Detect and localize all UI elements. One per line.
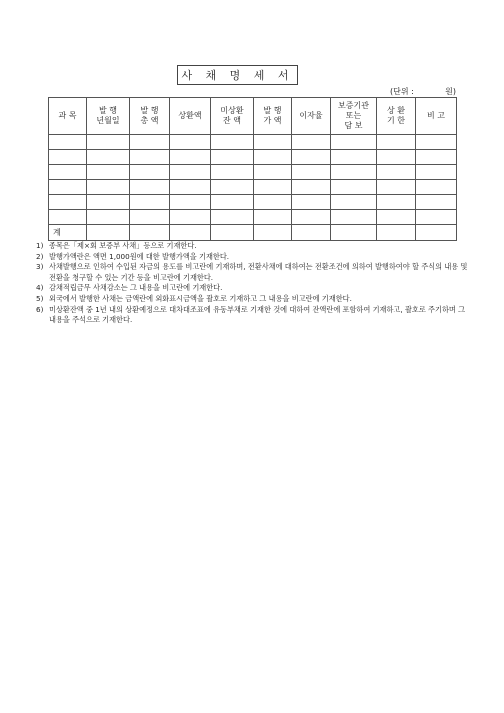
header-issue-total: 발 행 총 액: [130, 98, 170, 135]
table-cell: [130, 165, 170, 180]
footnote-item: [36, 305, 472, 326]
table-cell: [416, 210, 457, 225]
footnote-text: 사채발행으로 인하여 수입된 자금의 용도를 비고란에 기재하며, 전환사채에 대하여는 전환조건에 의하여 발행하여야 할 주식의 내용 및 전환을 청구할 수 있는 기간 등을 비고란에 기재한다.: [49, 262, 468, 282]
table-cell: [130, 135, 170, 150]
table-cell: [416, 150, 457, 165]
header-maturity: 상 환 기 한: [377, 98, 416, 135]
table-cell: [49, 180, 87, 195]
table-cell: [170, 150, 211, 165]
footnote-number: 5): [36, 293, 44, 303]
table-cell: [130, 180, 170, 195]
total-label: 계: [49, 225, 87, 241]
table-row: [49, 195, 457, 210]
table-cell: [292, 165, 331, 180]
total-cell: [292, 225, 331, 241]
bond-ledger-table: [48, 97, 457, 241]
table-row: [49, 210, 457, 225]
footnote-number: 2): [36, 251, 44, 261]
header-guarantor: 보증기관 또는 담 보: [331, 98, 377, 135]
table-cell: [49, 150, 87, 165]
footnote-item: [36, 294, 472, 305]
table-cell: [87, 180, 130, 195]
total-cell: [211, 225, 254, 241]
footnote-text: 미상환잔액 중 1년 내의 상환예정으로 대차대조표에 유동부채로 기재한 것에 대하여 잔액란에 포함하여 기재하고, 괄호로 주기하며 그 내용을 주석으로 기재한다.: [49, 304, 466, 325]
footnote-number: 1): [36, 241, 44, 250]
table-cell: [87, 210, 130, 225]
table-cell: [331, 195, 377, 210]
table-cell: [377, 195, 416, 210]
footnote-text: 감채적립금무 사채감소는 그 내용을 비고란에 기재한다.: [49, 283, 223, 293]
table-cell: [416, 165, 457, 180]
table-cell: [254, 165, 292, 180]
table-cell: [416, 180, 457, 195]
total-cell: [254, 225, 292, 241]
table-cell: [331, 165, 377, 180]
table-row: [49, 180, 457, 195]
table-cell: [254, 150, 292, 165]
footnote-item: [36, 262, 472, 283]
total-cell: [87, 225, 130, 241]
table-cell: [377, 165, 416, 180]
table-cell: [87, 150, 130, 165]
table-cell: [331, 150, 377, 165]
header-issue-date: 발 행 년월일: [87, 98, 130, 135]
table-cell: [211, 210, 254, 225]
table-cell: [87, 195, 130, 210]
footnotes: [36, 241, 472, 326]
header-outstanding: 미상환 잔 액: [211, 98, 254, 135]
table-cell: [254, 195, 292, 210]
footnote-number: 3): [36, 262, 44, 272]
table-cell: [254, 135, 292, 150]
table-cell: [292, 150, 331, 165]
table-cell: [211, 165, 254, 180]
table-cell: [130, 210, 170, 225]
table-cell: [49, 210, 87, 225]
table-cell: [416, 135, 457, 150]
table-cell: [211, 195, 254, 210]
total-cell: [416, 225, 457, 241]
header-row: [49, 98, 457, 135]
footnote-text: 발행가액란은 액면 1,000원에 대한 발행가액을 기재한다.: [49, 251, 230, 261]
table-cell: [331, 180, 377, 195]
total-cell: [130, 225, 170, 241]
table-cell: [377, 210, 416, 225]
table-row: [49, 150, 457, 165]
header-remarks: 비 고: [416, 98, 457, 135]
table-cell: [170, 165, 211, 180]
table-cell: [254, 210, 292, 225]
total-cell: [170, 225, 211, 241]
table-cell: [211, 135, 254, 150]
table-cell: [416, 195, 457, 210]
footnote-text: 외국에서 발행한 사채는 금액란에 외화표시금액을 괄호로 기재하고 그 내용을 비고란에 기재한다.: [49, 293, 352, 303]
table-cell: [211, 150, 254, 165]
unit-label: [390, 86, 456, 97]
table-cell: [254, 180, 292, 195]
table-cell: [331, 135, 377, 150]
table-cell: [87, 135, 130, 150]
table-cell: [170, 210, 211, 225]
ledger-body: [49, 135, 457, 225]
table-cell: [49, 195, 87, 210]
footnote-item: [36, 283, 472, 294]
header-interest-rate: 이자율: [292, 98, 331, 135]
table-cell: [170, 180, 211, 195]
footnote-number: 6): [36, 304, 44, 314]
total-cell: [377, 225, 416, 241]
table-cell: [377, 135, 416, 150]
footnote-item: [36, 252, 472, 263]
total-cell: [331, 225, 377, 241]
unit-label-right: 원): [445, 87, 456, 96]
table-cell: [292, 210, 331, 225]
document-title: 사 채 명 세 서: [177, 65, 298, 85]
footnote-number: 4): [36, 283, 44, 293]
table-cell: [170, 135, 211, 150]
table-row: [49, 135, 457, 150]
footnote-text: 종목은「제×회 보증부 사채」등으로 기재한다.: [49, 241, 197, 250]
table-cell: [87, 165, 130, 180]
header-repaid: 상환액: [170, 98, 211, 135]
table-cell: [377, 150, 416, 165]
table-cell: [130, 150, 170, 165]
unit-label-left: (단위 :: [390, 87, 414, 96]
table-cell: [292, 135, 331, 150]
table-cell: [331, 210, 377, 225]
table-cell: [49, 135, 87, 150]
footnote-item: [36, 241, 472, 252]
table-cell: [377, 180, 416, 195]
table-cell: [292, 180, 331, 195]
table-cell: [170, 195, 211, 210]
total-row: [49, 225, 457, 241]
header-issue-price: 발 행 가 액: [254, 98, 292, 135]
table-cell: [292, 195, 331, 210]
table-cell: [211, 180, 254, 195]
table-row: [49, 165, 457, 180]
header-account: 과 목: [49, 98, 87, 135]
table-cell: [130, 195, 170, 210]
table-cell: [49, 165, 87, 180]
